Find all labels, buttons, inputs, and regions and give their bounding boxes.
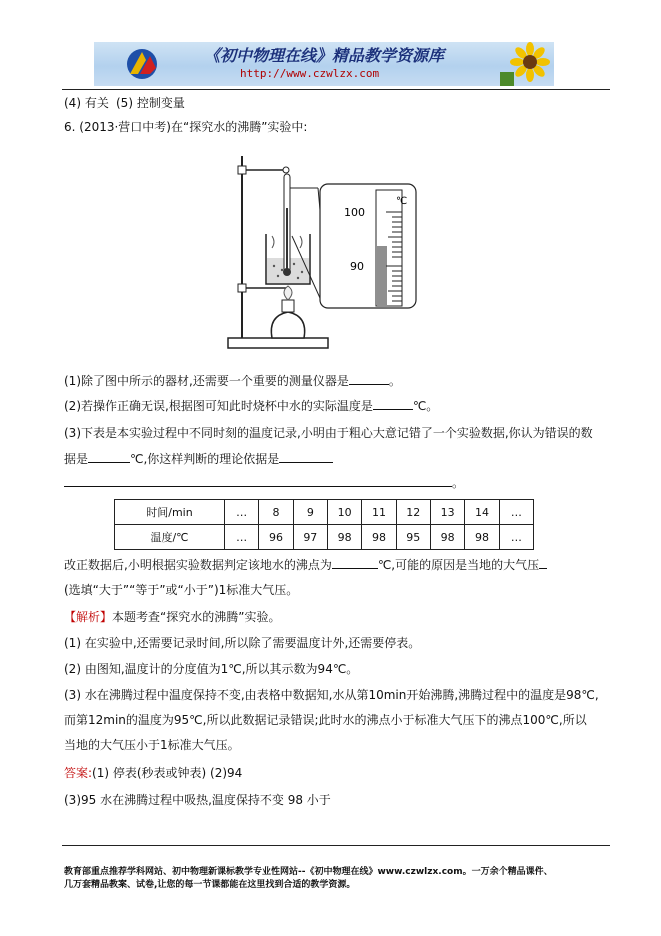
q4-blank-pressure: [539, 568, 547, 569]
sunflower-icon: [498, 42, 554, 86]
temp-cell: 98: [465, 525, 499, 550]
footer-line1: 教育部重点推荐学科网站、初中物理新课标教学专业性网站--《初中物理在线》www.czwlzx.com。一万余个精品课件、: [64, 867, 553, 877]
footer-line2: 几万套精品教案、试卷,让您的每一节课都能在这里找到合适的教学资源。: [64, 880, 356, 890]
temp-cell: 98: [327, 525, 361, 550]
q1-blank: [349, 384, 389, 385]
time-cell: 10: [327, 500, 361, 525]
time-cell: …: [225, 500, 259, 525]
row-header-temp: 温度/℃: [115, 525, 225, 550]
time-cell: 9: [293, 500, 327, 525]
temp-cell: 97: [293, 525, 327, 550]
time-cell: 8: [259, 500, 293, 525]
analysis-p3-line3: 当地的大气压小于1标准大气压。: [64, 738, 240, 752]
time-cell: 11: [362, 500, 396, 525]
analysis-p2: (2) 由图知,温度计的分度值为1℃,所以其示数为94℃。: [64, 662, 359, 676]
scale-label-90: 90: [350, 260, 364, 273]
answer-tag: 答案:: [64, 766, 93, 780]
time-cell: 12: [396, 500, 430, 525]
q3-blank-value: [88, 462, 130, 463]
q3-blank-reason: [279, 462, 333, 463]
table-row-time: [115, 500, 534, 525]
time-cell: 13: [430, 500, 464, 525]
time-cell: …: [499, 500, 533, 525]
analysis-intro: 【解析】本题考查“探究水的沸腾”实验。: [64, 610, 281, 624]
q4-line2: (选填“大于”“等于”或“小于”)1标准大气压。: [64, 583, 299, 597]
logo-icon: [122, 46, 162, 82]
table-row-temp: [115, 525, 534, 550]
analysis-p3-line2: 而第12min的温度为95℃,所以此数据记录错误;此时水的沸点小于标准大气压下的沸点100℃,所以: [64, 713, 587, 727]
q1-text: (1)除了图中所示的器材,还需要一个重要的测量仪器是 。: [64, 374, 401, 388]
temp-cell: 95: [396, 525, 430, 550]
answer-line1: 答案:(1) 停表(秒表或钟表) (2)94: [64, 766, 243, 780]
question-title: 6. (2013·营口中考)在“探究水的沸腾”实验中:: [64, 120, 308, 134]
temp-cell: …: [225, 525, 259, 550]
scale-label-100: 100: [344, 206, 365, 219]
q2-blank: [373, 409, 413, 410]
q3-blank-reason-cont: [64, 486, 452, 487]
analysis-p1: (1) 在实验中,还需要记录时间,所以除了需要温度计外,还需要停表。: [64, 636, 421, 650]
analysis-p3-line1: (3) 水在沸腾过程中温度保持不变,由表格中数据知,水从第10min开始沸腾,沸腾过程中的温度是98℃,: [64, 688, 599, 702]
temp-cell: 98: [362, 525, 396, 550]
q4-blank-boiling: [332, 568, 378, 569]
banner-title: 《初中物理在线》精品教学资源库: [204, 46, 445, 65]
footer-rule: [62, 845, 610, 846]
q2-text: (2)若操作正确无误,根据图可知此时烧杯中水的实际温度是 ℃。: [64, 399, 439, 413]
time-cell: 14: [465, 500, 499, 525]
experiment-figure: [220, 148, 440, 354]
header-banner: [94, 42, 554, 86]
answer-line2: (3)95 水在沸腾过程中吸热,温度保持不变 98 小于: [64, 793, 331, 807]
prev-answer-5: (5) 控制变量: [116, 96, 185, 110]
prev-answer-4: (4) 有关: [64, 96, 109, 110]
data-table: [114, 499, 534, 550]
q3-line3: 。: [64, 475, 464, 491]
temp-cell: 98: [430, 525, 464, 550]
temp-cell: …: [499, 525, 533, 550]
banner-url: http://www.czwlzx.com: [240, 67, 380, 80]
q3-line1: (3)下表是本实验过程中不同时刻的温度记录,小明由于粗心大意记错了一个实验数据,你认为错误的数: [64, 426, 593, 440]
temp-cell: 96: [259, 525, 293, 550]
row-header-time: 时间/min: [115, 500, 225, 525]
analysis-tag: 【解析】: [64, 610, 113, 624]
header-rule: [62, 89, 610, 90]
scale-unit: ℃: [396, 196, 408, 207]
q3-line2: 据是 ℃,你这样判断的理论依据是: [64, 451, 333, 467]
q4-line1: 改正数据后,小明根据实验数据判定该地水的沸点为 ℃,可能的原因是当地的大气压: [64, 557, 547, 573]
